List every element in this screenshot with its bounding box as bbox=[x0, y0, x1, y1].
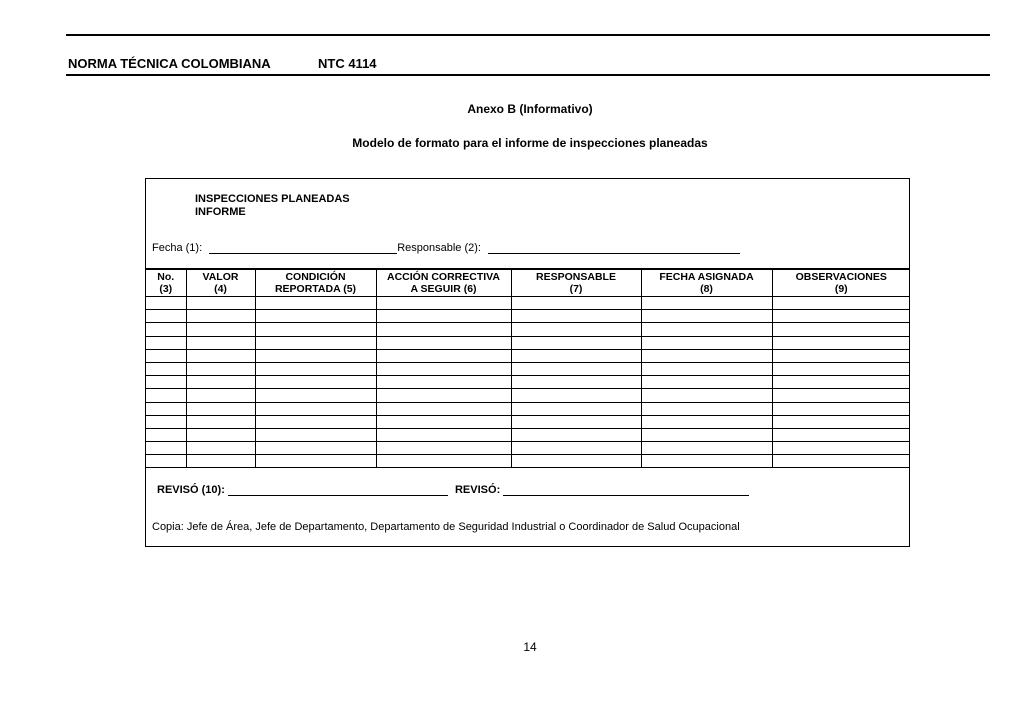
table-cell[interactable] bbox=[376, 428, 511, 441]
table-cell[interactable] bbox=[772, 455, 910, 468]
col-header-responsable: RESPONSABLE (7) bbox=[511, 269, 641, 297]
table-cell[interactable] bbox=[376, 442, 511, 455]
table-cell[interactable] bbox=[641, 376, 772, 389]
table-cell[interactable] bbox=[255, 297, 376, 310]
table-cell[interactable] bbox=[772, 428, 910, 441]
table-row bbox=[146, 297, 910, 310]
table-row bbox=[146, 336, 910, 349]
table-cell[interactable] bbox=[146, 428, 186, 441]
table-cell[interactable] bbox=[255, 428, 376, 441]
table-cell[interactable] bbox=[641, 323, 772, 336]
table-cell[interactable] bbox=[772, 349, 910, 362]
table-cell[interactable] bbox=[772, 336, 910, 349]
table-cell[interactable] bbox=[511, 402, 641, 415]
reviso-field-1[interactable] bbox=[228, 485, 448, 496]
table-cell[interactable] bbox=[255, 336, 376, 349]
table-cell[interactable] bbox=[146, 402, 186, 415]
table-cell[interactable] bbox=[255, 310, 376, 323]
table-cell[interactable] bbox=[146, 336, 186, 349]
table-cell[interactable] bbox=[641, 442, 772, 455]
table-cell[interactable] bbox=[641, 428, 772, 441]
table-cell[interactable] bbox=[186, 362, 255, 375]
table-cell[interactable] bbox=[146, 415, 186, 428]
table-row bbox=[146, 389, 910, 402]
table-cell[interactable] bbox=[772, 310, 910, 323]
col-header-fecha: FECHA ASIGNADA (8) bbox=[641, 269, 772, 297]
table-row bbox=[146, 415, 910, 428]
table-cell[interactable] bbox=[255, 455, 376, 468]
table-cell[interactable] bbox=[146, 455, 186, 468]
table-cell[interactable] bbox=[376, 323, 511, 336]
table-cell[interactable] bbox=[255, 362, 376, 375]
reviso-label-2: REVISÓ bbox=[454, 484, 497, 496]
table-cell[interactable] bbox=[146, 362, 186, 375]
col-header-observaciones: OBSERVACIONES (9) bbox=[772, 269, 910, 297]
reviso-row: REVISÓ (10): REVISÓ: bbox=[157, 484, 749, 496]
table-row bbox=[146, 376, 910, 389]
col-header-valor: VALOR (4) bbox=[186, 269, 255, 297]
table-cell[interactable] bbox=[146, 376, 186, 389]
standard-name: NORMA TÉCNICA COLOMBIANA bbox=[68, 56, 271, 71]
table-cell[interactable] bbox=[255, 442, 376, 455]
table-cell[interactable] bbox=[186, 336, 255, 349]
table-cell[interactable] bbox=[641, 402, 772, 415]
table-cell[interactable] bbox=[772, 297, 910, 310]
table-cell[interactable] bbox=[255, 402, 376, 415]
responsable-label: Responsable (2): bbox=[397, 242, 481, 254]
table-cell[interactable] bbox=[146, 389, 186, 402]
responsable-field[interactable] bbox=[488, 243, 740, 254]
table-cell[interactable] bbox=[511, 389, 641, 402]
table-cell[interactable] bbox=[772, 376, 910, 389]
table-cell[interactable] bbox=[511, 349, 641, 362]
fecha-responsable-row bbox=[152, 242, 740, 254]
page-number: 14 bbox=[523, 640, 537, 654]
table-row bbox=[146, 455, 910, 468]
table-cell[interactable] bbox=[186, 297, 255, 310]
header-rule bbox=[66, 74, 990, 76]
table-cell[interactable] bbox=[376, 362, 511, 375]
table-cell[interactable] bbox=[511, 310, 641, 323]
table-cell[interactable] bbox=[511, 336, 641, 349]
table-row bbox=[146, 349, 910, 362]
table-cell[interactable] bbox=[376, 455, 511, 468]
table-cell[interactable] bbox=[376, 349, 511, 362]
table-cell[interactable] bbox=[186, 415, 255, 428]
table-cell[interactable] bbox=[511, 455, 641, 468]
col-header-no: No. (3) bbox=[146, 269, 186, 297]
table-cell[interactable] bbox=[511, 323, 641, 336]
table-cell[interactable] bbox=[255, 389, 376, 402]
table-cell[interactable] bbox=[376, 336, 511, 349]
form-title-line2: INFORME bbox=[195, 206, 246, 218]
table-cell[interactable] bbox=[641, 349, 772, 362]
table-cell[interactable] bbox=[511, 362, 641, 375]
table-cell[interactable] bbox=[146, 349, 186, 362]
reviso-label-1: REVISÓ (10) bbox=[157, 484, 222, 496]
table-cell[interactable] bbox=[376, 389, 511, 402]
table-cell[interactable] bbox=[186, 323, 255, 336]
table-cell[interactable] bbox=[255, 376, 376, 389]
table-cell[interactable] bbox=[511, 428, 641, 441]
table-cell[interactable] bbox=[186, 442, 255, 455]
table-cell[interactable] bbox=[641, 362, 772, 375]
table-row bbox=[146, 310, 910, 323]
table-cell[interactable] bbox=[146, 323, 186, 336]
table-row bbox=[146, 362, 910, 375]
table-cell[interactable] bbox=[641, 310, 772, 323]
table-row bbox=[146, 428, 910, 441]
col-header-accion: ACCIÓN CORRECTIVA A SEGUIR (6) bbox=[376, 269, 511, 297]
table-cell[interactable] bbox=[376, 376, 511, 389]
table-header-row bbox=[146, 269, 910, 297]
table-cell[interactable] bbox=[255, 323, 376, 336]
table-cell[interactable] bbox=[186, 428, 255, 441]
table-cell[interactable] bbox=[146, 310, 186, 323]
reviso-field-2[interactable] bbox=[503, 485, 749, 496]
col-header-condicion: CONDICIÓN REPORTADA (5) bbox=[255, 269, 376, 297]
annex-subtitle: Modelo de formato para el informe de inspecciones planeadas bbox=[352, 136, 708, 150]
table-cell[interactable] bbox=[376, 415, 511, 428]
table-cell[interactable] bbox=[186, 349, 255, 362]
table-cell[interactable] bbox=[511, 376, 641, 389]
table-cell[interactable] bbox=[511, 415, 641, 428]
inspection-table bbox=[146, 268, 910, 468]
table-row bbox=[146, 323, 910, 336]
table-cell[interactable] bbox=[376, 297, 511, 310]
table-cell[interactable] bbox=[376, 310, 511, 323]
standard-code: NTC 4114 bbox=[318, 56, 377, 71]
table-cell[interactable] bbox=[186, 310, 255, 323]
table-cell[interactable] bbox=[641, 297, 772, 310]
table-cell[interactable] bbox=[186, 376, 255, 389]
fecha-field[interactable] bbox=[209, 243, 397, 254]
table-cell[interactable] bbox=[641, 455, 772, 468]
table-cell[interactable] bbox=[772, 323, 910, 336]
fecha-label: Fecha (1): bbox=[152, 242, 203, 254]
table-cell[interactable] bbox=[641, 415, 772, 428]
table-cell[interactable] bbox=[772, 402, 910, 415]
annex-title: Anexo B (Informativo) bbox=[467, 102, 593, 116]
table-cell[interactable] bbox=[255, 349, 376, 362]
inspection-report-form bbox=[145, 178, 910, 547]
table-cell[interactable] bbox=[146, 442, 186, 455]
table-cell[interactable] bbox=[255, 415, 376, 428]
table-row bbox=[146, 442, 910, 455]
table-cell[interactable] bbox=[186, 455, 255, 468]
table-cell[interactable] bbox=[186, 402, 255, 415]
table-cell[interactable] bbox=[511, 297, 641, 310]
table-cell[interactable] bbox=[186, 389, 255, 402]
copy-note: Copia: Jefe de Área, Jefe de Departamento, Departamento de Seguridad Industrial o Coordinador de Salud Ocupacional bbox=[152, 521, 740, 533]
form-title-line1: INSPECCIONES PLANEADAS bbox=[195, 193, 350, 205]
table-cell[interactable] bbox=[641, 389, 772, 402]
table-row bbox=[146, 402, 910, 415]
table-cell[interactable] bbox=[511, 442, 641, 455]
table-cell[interactable] bbox=[146, 297, 186, 310]
table-cell[interactable] bbox=[376, 402, 511, 415]
table-cell[interactable] bbox=[772, 442, 910, 455]
table-cell[interactable] bbox=[641, 336, 772, 349]
table-cell[interactable] bbox=[772, 362, 910, 375]
table-cell[interactable] bbox=[772, 389, 910, 402]
top-rule bbox=[66, 34, 990, 36]
table-cell[interactable] bbox=[772, 415, 910, 428]
